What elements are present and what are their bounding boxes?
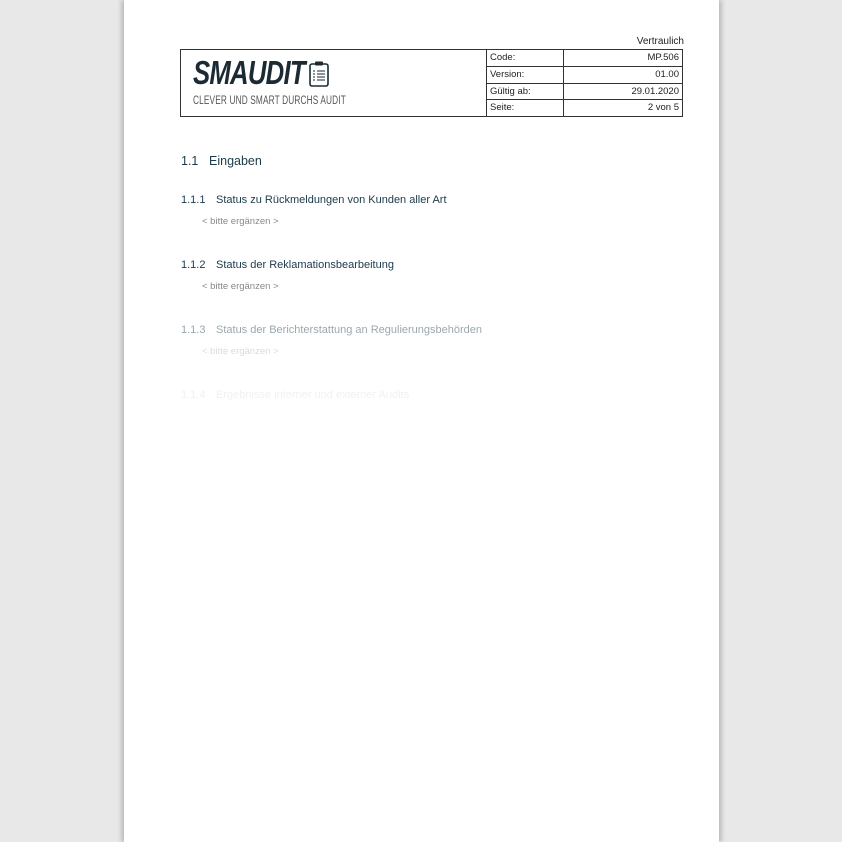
placeholder-text: < bitte ergänzen > [202,216,279,227]
subsection-number: 1.1.1 [181,194,206,206]
subsection-heading [181,259,394,271]
meta-label: Gültig ab: [487,84,564,100]
meta-label: Code: [487,50,564,66]
logo-wordmark: SMAUDIT [193,54,305,91]
subsection-heading [181,194,447,206]
subsection-title: Ergebnisse interner und externer Audits [216,389,410,401]
meta-value: MP.506 [647,52,679,63]
subsection-title: Status der Berichterstattung an Regulierungsbehörden [216,324,483,336]
meta-value: 01.00 [655,68,679,80]
logo-tagline: CLEVER UND SMART DURCHS AUDIT [193,95,346,107]
subsection-number: 1.1.3 [181,324,206,336]
logo [181,50,487,116]
meta-row-page [487,100,682,116]
subsection-heading [181,389,409,401]
meta-value: 29.01.2020 [631,85,679,97]
meta-value: 2 von 5 [647,102,679,114]
section-heading [181,154,262,168]
placeholder-text: < bitte ergänzen > [202,346,279,357]
meta-row-valid-from [487,84,682,101]
subsection-heading [181,324,482,336]
document-page [124,0,719,842]
section-number: 1.1 [181,154,199,168]
subsection-title: Status zu Rückmeldungen von Kunden aller Art [216,194,447,206]
confidential-label: Vertraulich [636,36,684,47]
meta-label: Seite: [487,100,564,116]
subsection-title: Status der Reklamationsbearbeitung [216,259,394,271]
placeholder-text: < bitte ergänzen > [202,281,279,292]
meta-row-code [487,50,682,67]
document-meta [487,50,682,116]
meta-row-version [487,67,682,84]
clipboard-icon [309,61,329,87]
subsection-number: 1.1.4 [181,389,206,401]
meta-label: Version: [487,67,564,83]
document-header-table [180,49,683,117]
subsection-number: 1.1.2 [181,259,206,271]
section-title: Eingaben [209,154,262,168]
